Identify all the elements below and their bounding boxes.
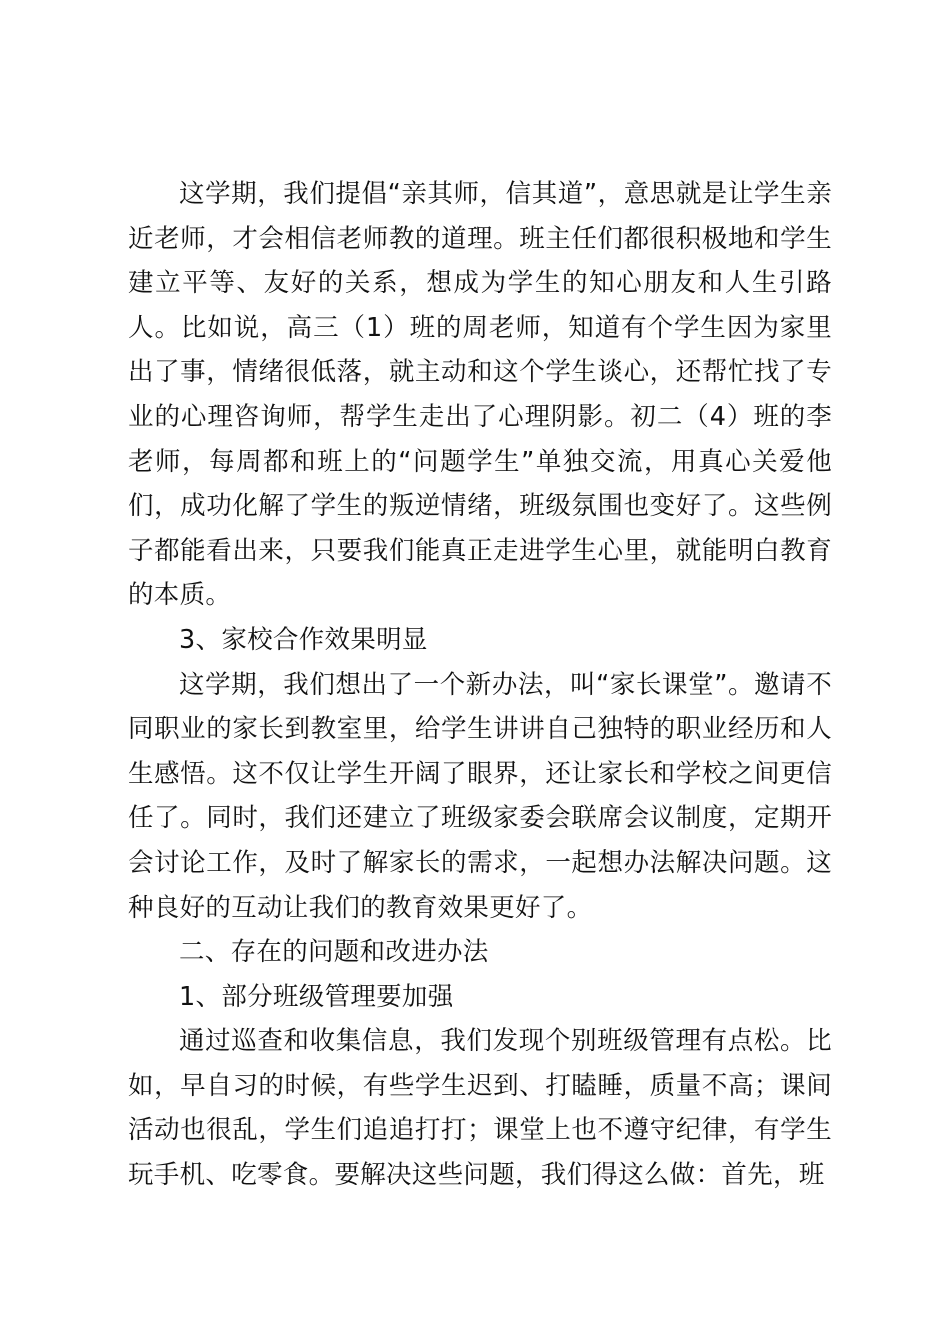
paragraph-parent-class: 这学期，我们想出了一个新办法，叫“家长课堂”。邀请不同职业的家长到教室里，给学生讲讲自己独特的职业经历和人生感悟。这不仅让学生开阔了眼界，还让家长和学校之间更信任了。同时，我们还建立了班级家委会联席会议制度，定期开会讨论工作，及时了解家长的需求，一起想办法解决问题。这种良好的互动让我们的教育效果更好了。 <box>128 669 832 923</box>
heading-home-school: 3、家校合作效果明显 <box>179 624 428 655</box>
heading-class-management: 1、部分班级管理要加强 <box>179 981 454 1012</box>
paragraph-class-management: 通过巡查和收集信息，我们发现个别班级管理有点松。比如，早自习的时候，有些学生迟到、打瞌睡，质量不高；课间活动也很乱，学生们追追打打；课堂上也不遵守纪律，有学生玩手机、吃零食。要解决这些问题，我们得这么做：首先，班 <box>128 1026 832 1191</box>
document-body <box>128 172 832 1198</box>
paragraph-teacher-student: 这学期，我们提倡“亲其师，信其道”，意思就是让学生亲近老师，才会相信老师教的道理。班主任们都很积极地和学生建立平等、友好的关系，想成为学生的知心朋友和人生引路人。比如说，高三（1）班的周老师，知道有个学生因为家里出了事，情绪很低落，就主动和这个学生谈心，还帮忙找了专业的心理咨询师，帮学生走出了心理阴影。初二（4）班的李老师，每周都和班上的“问题学生”单独交流，用真心关爱他们，成功化解了学生的叛逆情绪，班级氛围也变好了。这些例子都能看出来，只要我们能真正走进学生心里，就能明白教育的本质。 <box>128 179 832 611</box>
heading-problems: 二、存在的问题和改进办法 <box>179 937 489 968</box>
